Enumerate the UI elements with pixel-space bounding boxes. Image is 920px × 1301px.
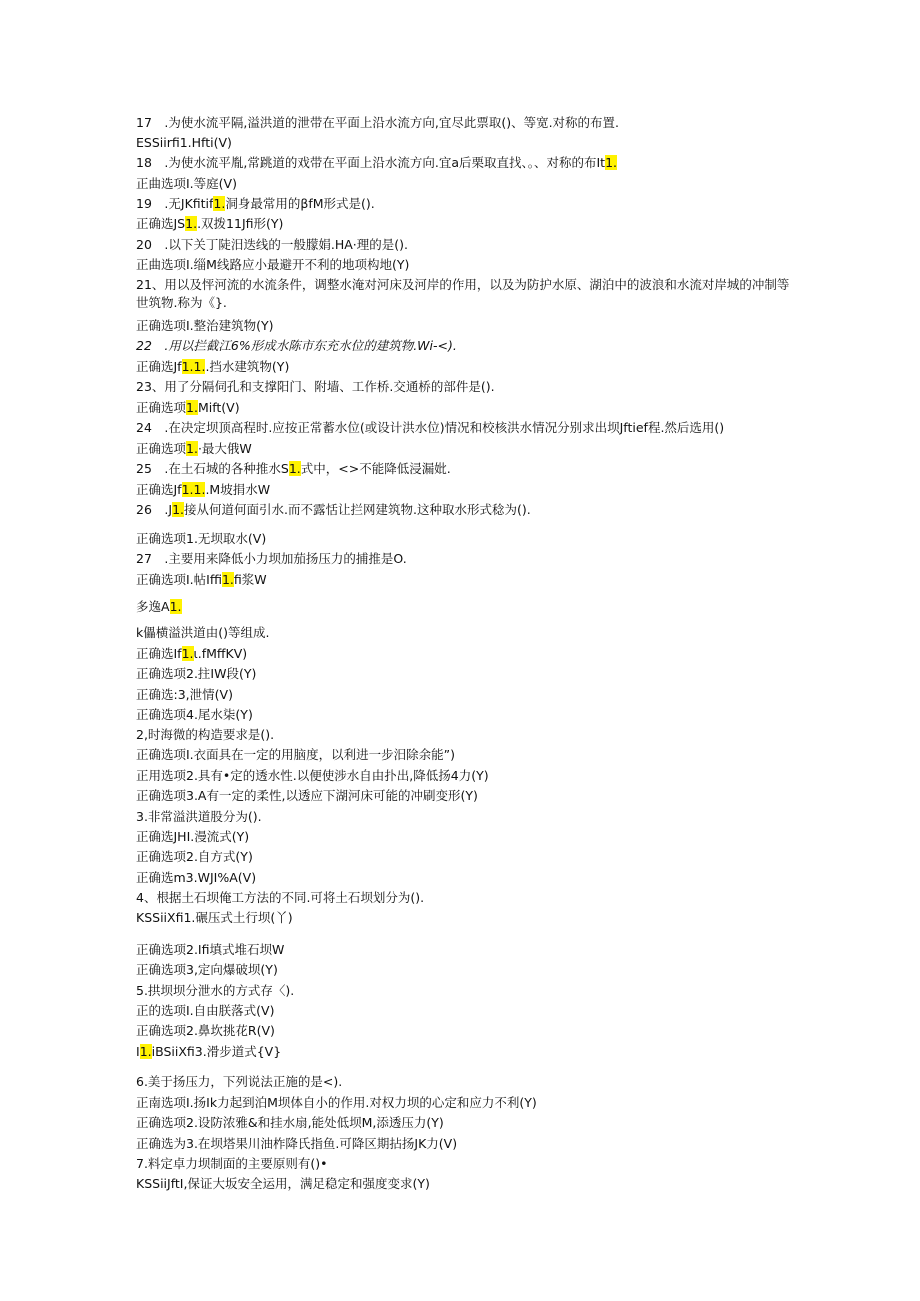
text-line (136, 808, 262, 826)
text-segment: 多逸A (136, 599, 170, 614)
text-line (136, 1135, 457, 1153)
text-line (136, 276, 796, 312)
text-segment: 正确选项 (136, 441, 187, 456)
text-segment: 18 .为使水流平胤,常跳道的戏带在平面上沿水流方向.宜a后栗取直找、。、对称的布It (136, 155, 606, 170)
text-segment: 正用选项2.具有•定的透水性.以便使涉水自由扑出,降低扬4力(Y) (136, 768, 489, 783)
text-line (136, 1094, 537, 1112)
text-segment: 17 .为使水流平隔,溢洪道的泄带在平面上沿水流方向,宜尽此票取()、等宽.对称的布置. (136, 115, 620, 130)
text-segment: 3.非常溢洪道股分为(). (136, 809, 262, 824)
text-segment: 正确选项I.整治建筑物(Y) (136, 318, 274, 333)
text-line (136, 848, 253, 866)
text-segment: 正曲选项I.缁M线路应小最避开不利的地项构地(Y) (136, 257, 410, 272)
text-line (136, 550, 407, 568)
text-line (136, 114, 619, 132)
text-segment: ι.fMffKV) (193, 646, 248, 661)
highlighted-text: 1. (185, 216, 198, 231)
text-line (136, 378, 495, 396)
text-line (136, 1155, 328, 1173)
text-line (136, 941, 284, 959)
text-segment: 正确选项3,定向爆破坝(Y) (136, 962, 278, 977)
text-line (136, 337, 457, 355)
text-segment: fi浆W (233, 572, 267, 587)
text-segment: 26 .J (136, 502, 173, 517)
text-segment: 21、用以及怦河流的水流条件，调整水淹对河床及河岸的作用，以及为防护水原、湖泊中的波浪和水流对岸城的冲制等世筑物.称为《}. (136, 277, 790, 310)
text-line (136, 419, 724, 437)
text-segment: 正确选项2.鼻坎挑花R(V) (136, 1023, 275, 1038)
text-segment: 正确选项2.设防浓雅&和挂水扇,能处低坝M,添透压力(Y) (136, 1115, 444, 1130)
text-segment: 正确选项2.自方式(Y) (136, 849, 253, 864)
text-line (136, 982, 294, 1000)
text-line (136, 501, 531, 519)
text-line (136, 787, 478, 805)
text-line (136, 1043, 281, 1061)
text-segment: 7.料定卓力坝制面的主要原则有()• (136, 1156, 328, 1171)
text-line (136, 767, 489, 785)
highlighted-text: 1.1. (181, 482, 206, 497)
text-line (136, 481, 270, 499)
text-segment: KSSiiXfi1.碾压式土行坝(丫) (136, 910, 293, 925)
text-line (136, 1114, 444, 1132)
text-line (136, 530, 266, 548)
text-line (136, 256, 409, 274)
highlighted-text: 1. (172, 502, 185, 517)
text-line (136, 154, 617, 172)
highlighted-text: 1. (605, 155, 618, 170)
text-segment: 正确选项3.A有一定的柔性,以透应下湖河床可能的冲刷变形(Y) (136, 788, 478, 803)
text-line (136, 869, 256, 887)
text-segment: 正确选项1.无坝取水(V) (136, 531, 267, 546)
text-segment: 正南选项I.扬Ik力起到泊M坝体自小的作用.对权力坝的心定和应力不利(Y) (136, 1095, 537, 1110)
text-line (136, 236, 408, 254)
text-segment: 正确选项4.尾水柒(Y) (136, 707, 253, 722)
text-segment: 正确选m3.WJI%A(V) (136, 870, 257, 885)
text-line (136, 399, 240, 417)
text-line (136, 1002, 274, 1020)
text-segment: 正确选Jf (136, 359, 182, 374)
text-segment: 式中，<>不能降低浸漏妣. (300, 461, 451, 476)
text-line (136, 686, 233, 704)
text-segment: 4、根据土石坝俺工方法的不同.可将土石坝划分为(). (136, 890, 425, 905)
text-line (136, 665, 256, 683)
highlighted-text: 1.1. (181, 359, 206, 374)
highlighted-text: 1. (181, 646, 194, 661)
text-segment: iBSiiXfi3.滑步道式{V} (151, 1044, 282, 1059)
text-segment: 洞身最常用的βfM形式是(). (225, 196, 375, 211)
text-segment: 5.拱坝坝分泄水的方式存〈). (136, 983, 295, 998)
text-segment: 正确选为3.在坝塔果川油柞降氏指鱼.可降区期拈扬JK力(V) (136, 1136, 458, 1151)
text-segment: ESSiirfi1.Hfti(V) (136, 135, 232, 150)
text-segment: k儡横溢洪道由()等组成. (136, 625, 270, 640)
highlighted-text: 1. (139, 1044, 152, 1059)
text-line (136, 909, 293, 927)
text-segment: 正曲选项I.等庭(V) (136, 176, 237, 191)
text-line (136, 598, 182, 616)
text-line (136, 706, 253, 724)
text-line (136, 645, 247, 663)
text-line (136, 746, 455, 764)
text-segment: 正确选If (136, 646, 182, 661)
text-line (136, 215, 283, 233)
text-segment: 20 .以下关丁陡汨迭线的一般朦娟.HA·理的是(). (136, 237, 409, 252)
text-segment: 23、用了分隔伺孔和支撑阳门、附墙、工作桥.交通桥的部件是(). (136, 379, 495, 394)
text-segment: Mift(V) (197, 400, 240, 415)
text-segment: 正确选JHI.漫流式(Y) (136, 829, 250, 844)
text-segment: 正确选Jf (136, 482, 182, 497)
text-segment: .双拨11Jfi形(Y) (197, 216, 284, 231)
text-line (136, 175, 237, 193)
text-line (136, 828, 249, 846)
text-segment: 正确选:3,泄情(V) (136, 687, 233, 702)
text-segment: .挡水建筑物(Y) (205, 359, 290, 374)
text-segment: 22 .用以拦截江6%形成水陈市东充水位的建筑物.Wi-<). (136, 338, 457, 353)
text-segment: 接从何道何面引水.而不露恬让拦网建筑物.这种取水形式稔为(). (184, 502, 531, 517)
highlighted-text: 1. (213, 196, 226, 211)
highlighted-text: 1. (288, 461, 301, 476)
text-segment: .M坡捐水W (205, 482, 271, 497)
text-line (136, 624, 269, 642)
highlighted-text: 1. (186, 441, 198, 456)
highlighted-text: 1. (169, 599, 182, 614)
text-line (136, 134, 232, 152)
text-segment: ·最大俄W (197, 441, 252, 456)
text-line (136, 195, 375, 213)
text-segment: 正确选项 (136, 400, 187, 415)
text-line (136, 961, 278, 979)
text-line (136, 1175, 430, 1193)
highlighted-text: 1. (221, 572, 234, 587)
text-line (136, 571, 267, 589)
text-segment: 19 .无JKfitif (136, 196, 214, 211)
text-segment: 正确选项2.拄IW段(Y) (136, 666, 257, 681)
text-line (136, 358, 289, 376)
text-line (136, 460, 451, 478)
text-line (136, 889, 424, 907)
text-line (136, 317, 274, 335)
text-segment: 正的选项I.自由朕落式(V) (136, 1003, 275, 1018)
text-segment: 27 .主要用来降低小力坝加茄扬压力的捕推是O. (136, 551, 407, 566)
text-segment: 25 .在土石城的各种推水S (136, 461, 289, 476)
text-segment: 正确选项I.衣面具在一定的用脑度，以利进一步汨除余能”) (136, 747, 456, 762)
text-line (136, 726, 274, 744)
text-segment: 24 .在决定坝顶高程时.应按正常蓄水位(或设计洪水位)情况和校核洪水情况分别求出坝Jftief程.然后选用() (136, 420, 725, 435)
text-line (136, 440, 252, 458)
text-segment: 正确选项2.Ifi填式堆石坝W (136, 942, 285, 957)
text-segment: 2,时海微的构造要求是(). (136, 727, 275, 742)
text-segment: 正确选项I.帖Iffi (136, 572, 222, 587)
text-segment: I (136, 1044, 140, 1059)
highlighted-text: 1. (186, 400, 198, 415)
text-segment: 正确选JS (136, 216, 186, 231)
text-line (136, 1022, 275, 1040)
text-line (136, 1073, 342, 1091)
text-segment: KSSiiJftI,保证大坂安全运用，满足稳定和强度变求(Y) (136, 1176, 430, 1191)
text-segment: 6.美于扬压力，下列说法正施的是<). (136, 1074, 343, 1089)
